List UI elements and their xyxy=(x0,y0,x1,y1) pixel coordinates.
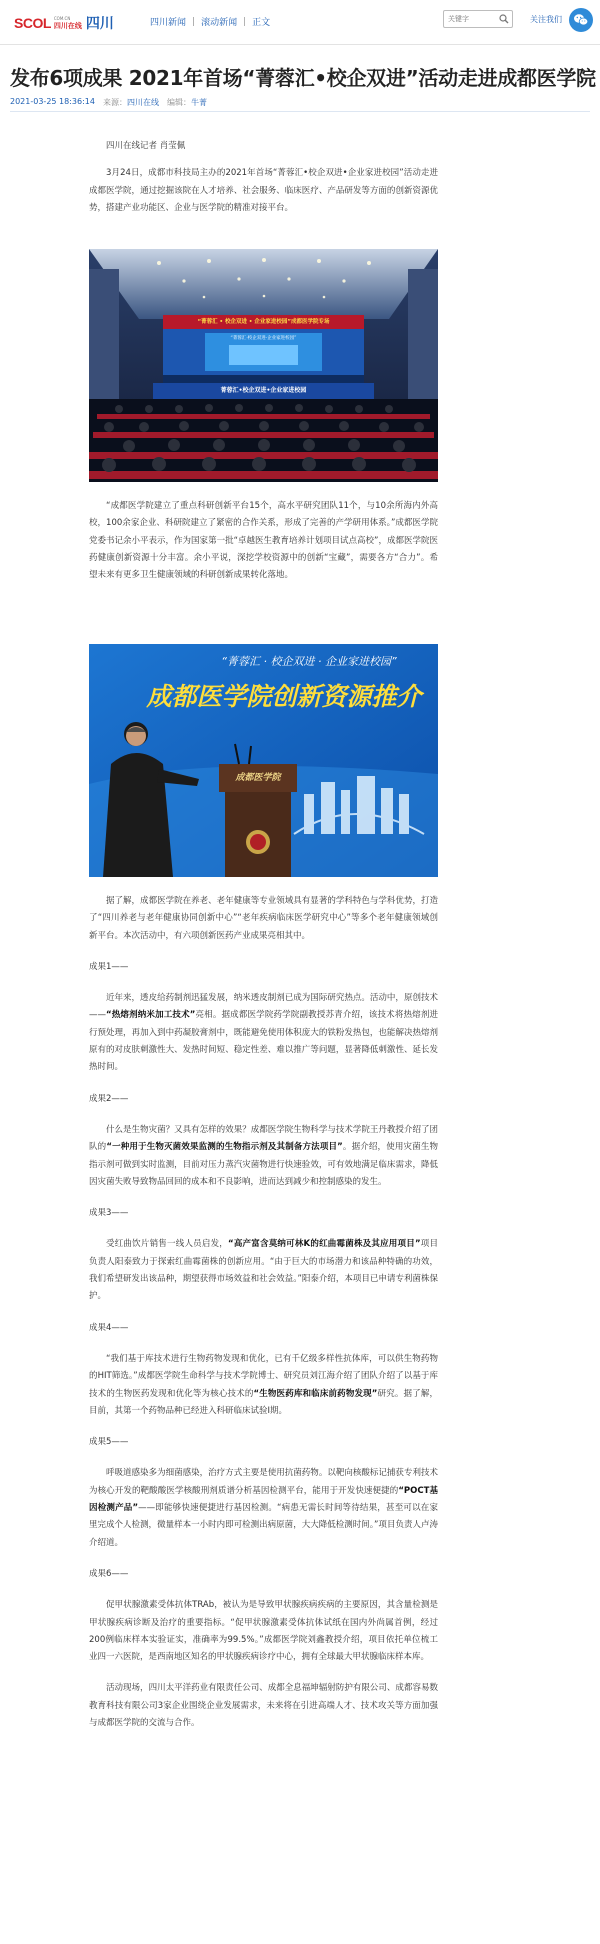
result-5-text xyxy=(89,1465,438,1551)
meta-divider xyxy=(10,111,590,112)
result-2-pre: 什么是生物灾菌？又具有怎样的效果？成都医学院生物科学与技术学院王丹教授介绍了团队的 xyxy=(89,1124,438,1153)
result-3-heading: 成果3—— xyxy=(89,1208,129,1219)
breadcrumb-item-rolling-news[interactable]: 滚动新闻 xyxy=(201,18,238,28)
paragraph-platforms-text: “成都医学院建立了重点科研创新平台15个，高水平研究团队11个，与10余所海内外高校，100余家企业、科研院建立了紧密的合作关系，形成了完善的产学研用体系。”成都医学院党委书记余小平表示，作为国家第一批“卓越医生教育培养计划项目试点高校”，成都医学院医药健康创新资源十分丰富。余小平说，深挖学校资源中的创新“宝藏”，需要各方“合力”。希望未来有更多卫生健康领域的科研创新成果转化落地。 xyxy=(89,501,438,581)
result-1-post: 亮相。据成都医学院药学院副教授苏青介绍，该技术将热熔剂进行预处理，再加入到中药凝胶膏剂中，既能避免使用体积庞大的铁粉发热包，也能解决热熔剂原有的对皮肤刺激性大、发热时间短、稳定性差、难以推广等问题，显著降低刺激性、延长发热时间。 xyxy=(89,1010,438,1073)
source-info xyxy=(103,97,159,108)
logo-sub-top: COM.CN xyxy=(53,15,71,21)
result-3-post: 项目负责人阳泰致力于探索红曲霉菌株的创新应用。“由于巨大的市场潜力和该品种特确的功效，我们希望研发出该品种，期望获得市场效益和社会效益。”阳泰介绍，本项目已申请专利菌株保护。 xyxy=(89,1239,438,1302)
editor-name: 牛菁 xyxy=(190,98,207,107)
result-2-heading: 成果2—— xyxy=(89,1093,129,1104)
editor-label: 编辑： xyxy=(166,98,191,107)
result-5-heading: 成果5—— xyxy=(89,1437,129,1448)
speaker-illustration xyxy=(89,644,438,877)
stage-banner-text: “菁蓉汇 • 校企双进 • 企业家进校园”成都医学院专场 xyxy=(197,319,330,325)
event-photo-speaker xyxy=(89,644,438,877)
search-button[interactable] xyxy=(496,11,512,27)
result-4-pre: “我们基于库技术进行生物药物发现和优化，已有千亿级多样性抗体库，可以供生物药物的HIT筛选。”成都医学院生命科学与技术学院博士、研究员刘江海介绍了团队介绍了以基于库技术的生物医药发现和优化等为核心技术的 xyxy=(89,1353,438,1399)
follow-us-link[interactable]: 关注我们 xyxy=(530,15,562,24)
result-2-text xyxy=(89,1122,438,1191)
search-input[interactable] xyxy=(444,11,496,27)
breadcrumb xyxy=(150,15,270,28)
editor-info xyxy=(167,97,207,108)
result-3-highlight: “高产富含莫纳可林K的红曲霉菌株及其应用项目” xyxy=(228,1239,421,1250)
paragraph-overview: 据了解，成都医学院在养老、老年健康等专业领域具有显著的学科特色与学科优势，打造了“四川养老与老年健康协同创新中心”“老年疾病临床医学研究中心”等多个老年健康领域创新平台。本次活动中，有六项创新医药产业成果亮相其中。 xyxy=(89,896,438,941)
source-label: 来源： xyxy=(102,98,127,107)
result-3-pre: 受红曲饮片销售一线人员启发， xyxy=(106,1239,229,1250)
result-6-heading: 成果6—— xyxy=(89,1568,129,1579)
logo-sub-bottom: 四川在线 xyxy=(53,21,82,30)
result-5-pre: 呼吸道感染多为细菌感染，治疗方式主要是使用抗菌药物。以靶向核酸标记捕获专利技术为核心开发的靶酸酸医学核酸刑剂质谱分析基因检测平台，能用于开发快速便捷的 xyxy=(89,1468,438,1496)
logo-mark: SCOL xyxy=(14,15,51,31)
stage-front-text: 菁蓉汇•校企双进•企业家进校园 xyxy=(220,387,307,394)
search-icon xyxy=(499,14,509,24)
paragraph-platforms xyxy=(89,498,438,584)
breadcrumb-item-sichuan-news[interactable]: 四川新闻 xyxy=(150,18,187,28)
header-divider xyxy=(0,44,600,45)
breadcrumb-separator: | xyxy=(192,16,196,27)
source-link[interactable]: 四川在线 xyxy=(126,98,159,107)
breadcrumb-separator: | xyxy=(243,16,247,27)
result-2-post: 。据介绍，使用灾菌生物指示剂可做到实时监测，目前对压力蒸汽灾菌物进行快速验效，可有效地满足临床需求，降低因灾菌失败导致物品回回的成本和不良影响，进而达到减少和控制感染的发生。 xyxy=(89,1142,438,1187)
result-1-pre: 近年来，透皮给药制剂迅猛发展，纳米透皮制剂已成为国际研究热点。活动中，原创技术—— xyxy=(89,993,438,1021)
result-6-text: 促甲状腺激素受体抗体TRAb，被认为是导致甲状腺疾病疾病的主要原因，其含量检测是甲状腺疾病诊断及治疗的重要指标。“促甲状腺激素受体抗体试纸在国内外尚属首例，经过200例临床样本实验证实，准确率为99.5%。”成都医学院刘鑫教授介绍，项目依托单位梳工业四一六医院，是西南地区知名的甲状腺疾病诊疗中心，拥有全球最大甲状腺临床样本库。 xyxy=(89,1600,438,1663)
backdrop-slogan: “菁蓉汇 · 校企双进 · 企业家进校园” xyxy=(221,655,397,668)
result-1-text xyxy=(89,990,438,1076)
logo-sub xyxy=(54,17,82,30)
wechat-icon xyxy=(573,13,589,27)
podium-sign: 成都医学院 xyxy=(235,773,281,783)
result-2-highlight: “一种用于生物灭菌效果监测的生物指示剂及其制备方法项目” xyxy=(106,1142,343,1153)
result-4-heading: 成果4—— xyxy=(89,1322,129,1333)
publish-datetime: 2021-03-25 18:36:14 xyxy=(10,97,95,106)
article-body-top xyxy=(89,138,438,227)
result-3-text xyxy=(89,1236,438,1305)
result-1-heading: 成果1—— xyxy=(89,961,129,972)
article-body-results xyxy=(89,893,438,1732)
paragraph-closing: 活动现场，四川太平洋药业有限责任公司、成都全息福坤辐射防护有限公司、成都容易数教育科技有限公司3家企业围绕企业发展需求，未来将在引进高端人才、技术攻关等方面加强与成都医学院的交流与合作。 xyxy=(89,1683,438,1728)
result-5-post: ——即能够快速便捷进行基因检测。“病患无需长时间等待结果，甚至可以在家里完成个人检测，微量样本一小时内即可检测出病原菌，大大降低检测时间。”项目负责人卢涛介绍道。 xyxy=(89,1503,438,1548)
search-box xyxy=(443,10,513,28)
paragraph-intro: 3月24日，成都市科技局主办的2021年首场“菁蓉汇•校企双进•企业家进校园”活动走进成都医学院，通过挖掘该院在人才培养、社会服务、临床医疗、产品研发等方面的创新资源优势，搭建产业功能区、企业与医学院的精准对接平台。 xyxy=(89,168,438,213)
article-meta xyxy=(10,97,207,108)
logo-region: 四川 xyxy=(85,16,114,32)
site-logo[interactable] xyxy=(14,12,114,34)
result-1-highlight: “热熔剂纳米加工技术” xyxy=(106,1010,196,1021)
stage-screen-text: “菁蓉汇·校企双进·企业家进校园” xyxy=(230,336,297,341)
byline: 四川在线记者 肖莹佩 xyxy=(106,141,186,151)
result-5-highlight: “POCT基因检测产品” xyxy=(89,1485,438,1514)
backdrop-headline: 成都医学院创新资源推介 xyxy=(146,682,422,711)
wechat-button[interactable] xyxy=(569,8,593,32)
result-4-highlight: “生物医药库和临床前药物发现” xyxy=(253,1388,378,1399)
event-photo-auditorium xyxy=(89,249,438,482)
result-4-post: 研究。据了解，目前，其第一个药物品种已经进入科研临床试验I期。 xyxy=(89,1388,438,1416)
top-bar xyxy=(0,0,600,44)
breadcrumb-item-article[interactable]: 正文 xyxy=(252,18,271,28)
article-title: 发布6项成果 2021年首场“菁蓉汇•校企双进”活动走进成都医学院 xyxy=(10,66,596,90)
result-4-text xyxy=(89,1351,438,1420)
auditorium-illustration xyxy=(89,249,438,482)
